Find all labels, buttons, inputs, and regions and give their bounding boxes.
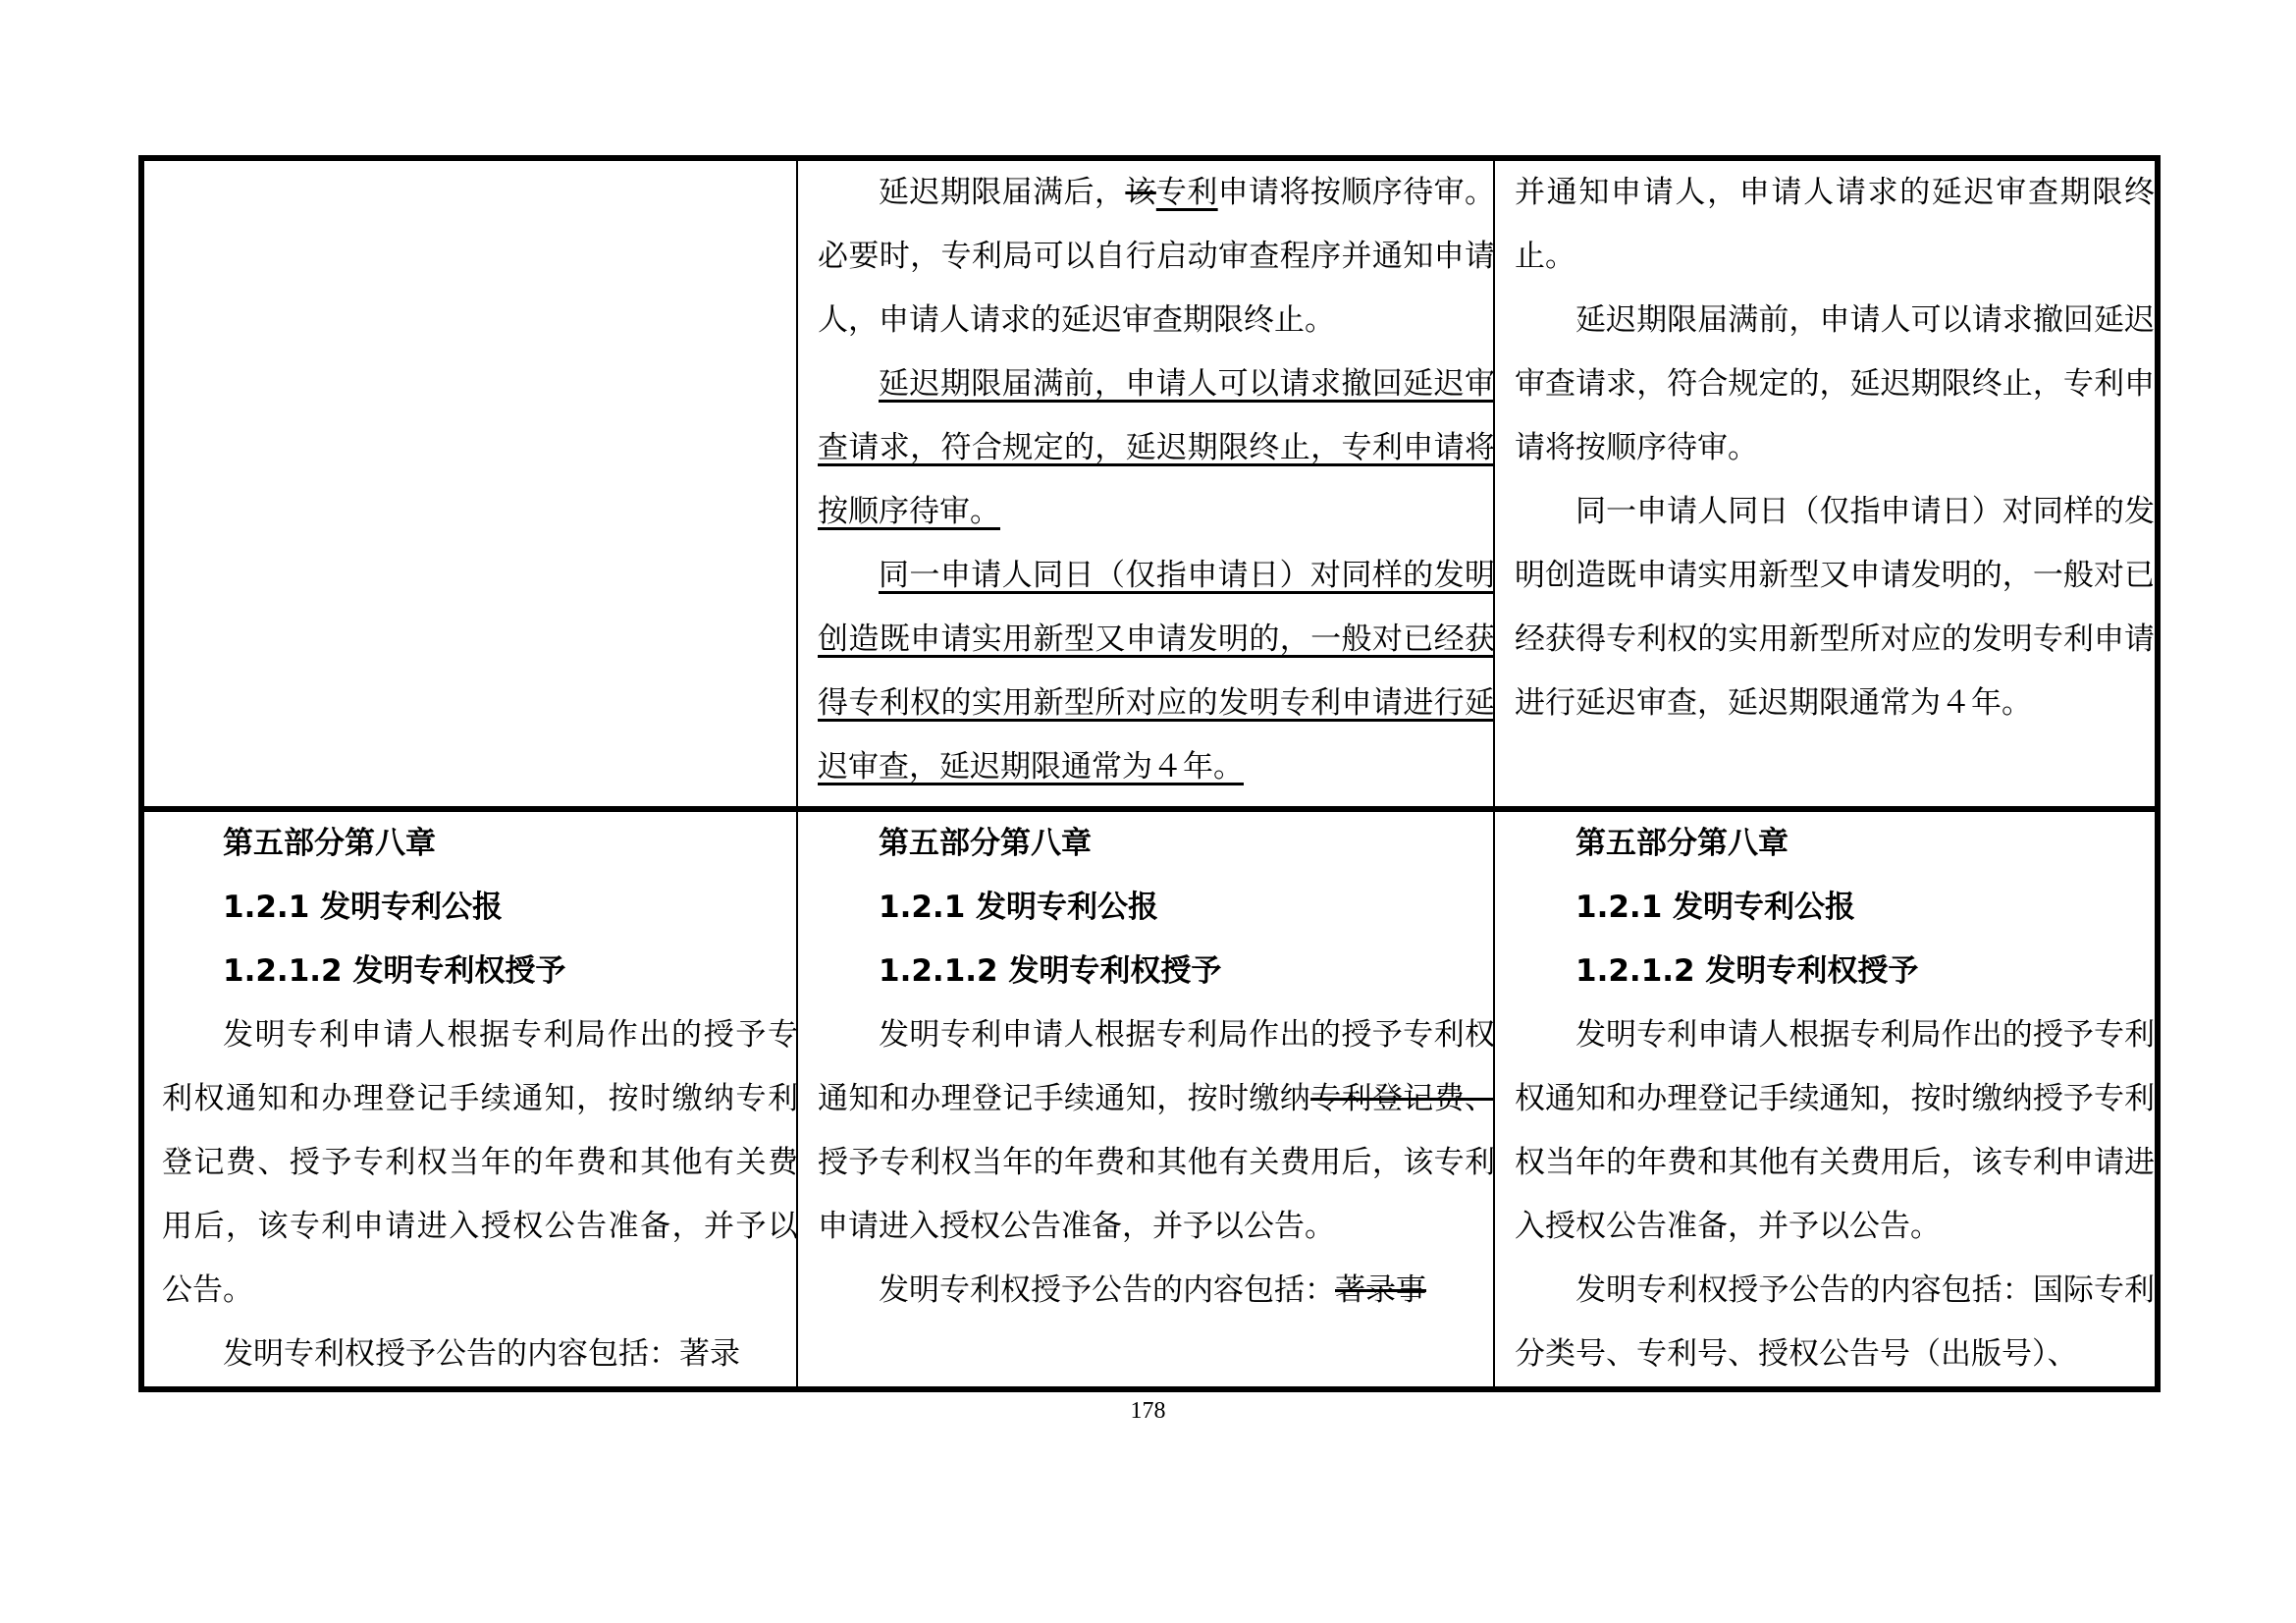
row1-middle-cell xyxy=(818,161,1495,809)
row2-right-paragraph-1: 发明专利申请人根据专利局作出的授予专利权通知和办理登记手续通知，按时缴纳授予专利权当年的年费和其他有关费用后，该专利申请进入授权公告准备，并予以公告。 xyxy=(1515,1017,2155,1244)
row2-right-cell xyxy=(1515,812,2155,1392)
subsubsection-heading: 1.2.1.2 发明专利权授予 xyxy=(1575,953,1919,989)
deleted-text: 该 xyxy=(1125,175,1156,210)
text-span: 授予专利权当年的年费和其他有关费用后，该专利申请进入授权公告准备，并予以公告。 xyxy=(818,1145,1495,1244)
table-row xyxy=(144,812,2155,1392)
subsubsection-heading: 1.2.1.2 发明专利权授予 xyxy=(879,953,1222,989)
subsection-heading: 1.2.1 发明专利公报 xyxy=(223,890,504,925)
section-heading: 第五部分第八章 xyxy=(879,826,1092,861)
table-row xyxy=(144,161,2155,809)
comparison-table xyxy=(138,155,2161,1392)
inserted-text: 延迟期限届满前，申请人可以请求撤回延迟审查请求，符合规定的，延迟期限终止，专利申请将按顺序待审。 xyxy=(818,366,1495,529)
row2-left-paragraph-2: 发明专利权授予公告的内容包括：著录 xyxy=(223,1336,740,1372)
row1-middle-paragraph-2 xyxy=(818,352,1495,544)
deleted-text: 专利登记费、 xyxy=(1310,1081,1495,1116)
row2-left-cell xyxy=(162,812,798,1392)
subsection-heading: 1.2.1 发明专利公报 xyxy=(1575,890,1856,925)
row2-middle-paragraph-1 xyxy=(818,1003,1495,1259)
row2-right-paragraph-2: 发明专利权授予公告的内容包括：国际专利分类号、专利号、授权公告号（出版号）、 xyxy=(1515,1272,2155,1372)
page-number: 178 xyxy=(1130,1398,1166,1424)
row1-right-cell xyxy=(1515,161,2155,809)
row1-right-paragraph-2: 延迟期限届满前，申请人可以请求撤回延迟审查请求，符合规定的，延迟期限终止，专利申请将按顺序待审。 xyxy=(1515,302,2155,465)
row1-right-paragraph-1: 并通知申请人，申请人请求的延迟审查期限终止。 xyxy=(1515,175,2155,274)
text-span: 发明专利权授予公告的内容包括： xyxy=(879,1272,1335,1308)
row2-left-paragraph-1: 发明专利申请人根据专利局作出的授予专利权通知和办理登记手续通知，按时缴纳专利登记费、授予专利权当年的年费和其他有关费用后，该专利申请进入授权公告准备，并予以公告。 xyxy=(162,1017,798,1308)
row1-middle-paragraph-3 xyxy=(818,544,1495,799)
text-span: 发明专利申请人根据专利局作出的授予专利权通知和办理登记手续通知，按时缴纳 xyxy=(818,1017,1495,1116)
row1-left-cell xyxy=(162,161,798,809)
row2-middle-cell xyxy=(818,812,1495,1392)
deleted-text: 著录事 xyxy=(1335,1272,1426,1308)
subsubsection-heading: 1.2.1.2 发明专利权授予 xyxy=(223,953,566,989)
section-heading: 第五部分第八章 xyxy=(223,826,436,861)
inserted-text: 同一申请人同日（仅指申请日）对同样的发明创造既申请实用新型又申请发明的，一般对已经获得专利权的实用新型所对应的发明专利申请进行延迟审查，延迟期限通常为４年。 xyxy=(818,558,1495,784)
subsection-heading: 1.2.1 发明专利公报 xyxy=(879,890,1159,925)
row1-middle-paragraph-1 xyxy=(818,161,1495,352)
row2-middle-paragraph-2 xyxy=(818,1259,1495,1323)
text-span: 延迟期限届满后， xyxy=(879,175,1126,210)
section-heading: 第五部分第八章 xyxy=(1575,826,1789,861)
row1-right-paragraph-3: 同一申请人同日（仅指申请日）对同样的发明创造既申请实用新型又申请发明的，一般对已经获得专利权的实用新型所对应的发明专利申请进行延迟审查，延迟期限通常为４年。 xyxy=(1515,494,2155,721)
inserted-text: 专利 xyxy=(1155,175,1218,210)
text-span: 申请将按顺序待审。必要时，专利局可以自行启动审查程序并通知申请人，申请人请求的延迟审查期限终止。 xyxy=(818,175,1495,338)
